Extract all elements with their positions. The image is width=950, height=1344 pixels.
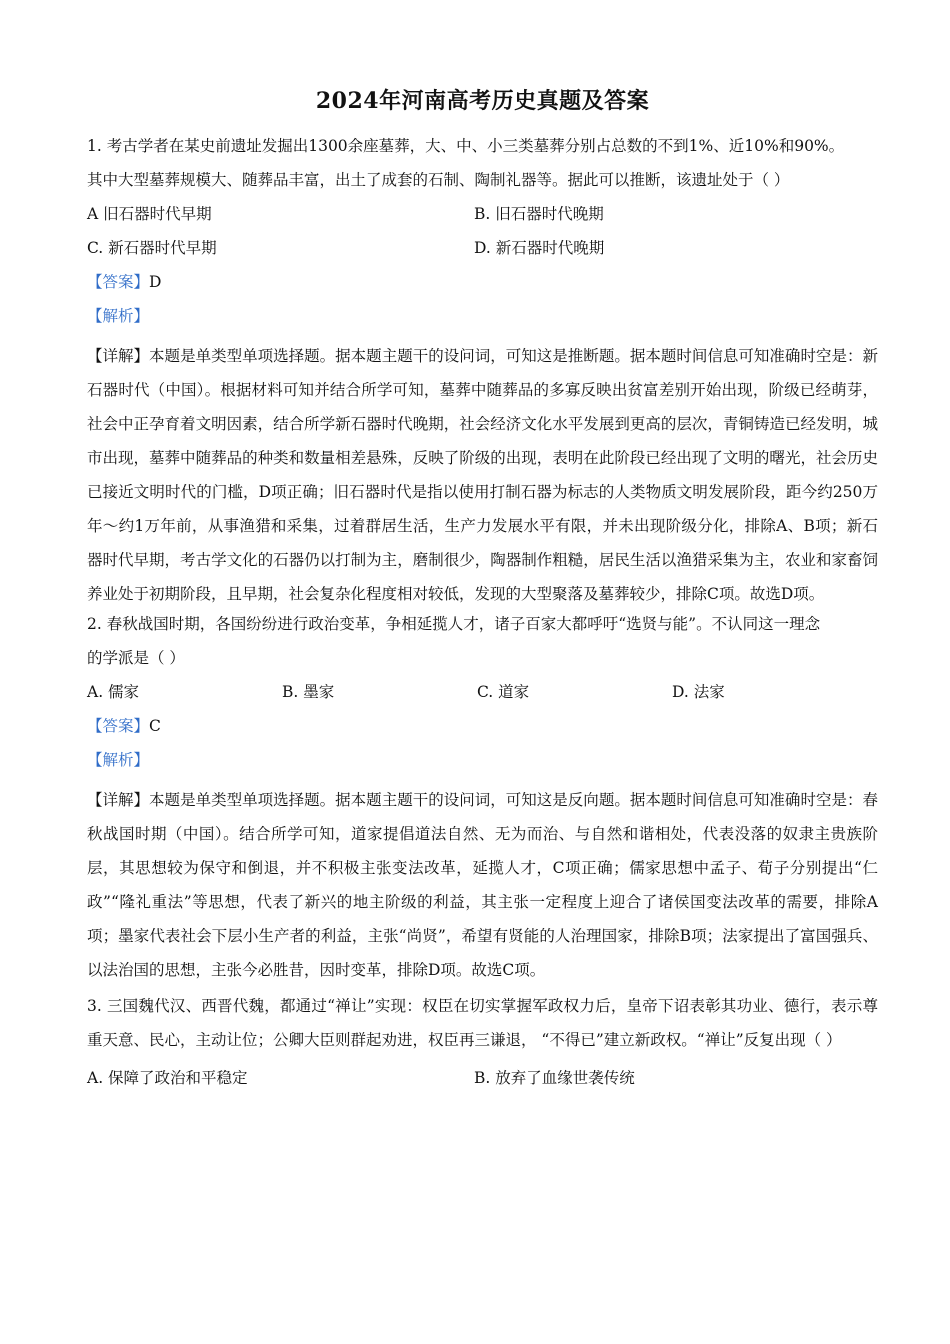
- q1-detail-text: 本题是单类型单项选择题。据本题主题干的设问词，可知这是推断题。据本题时间信息可知准确时空是：新石器时代（中国）。根据材料可知并结合所学可知，墓葬中随葬品的多寡反映出贫富差别开始出现，阶级已经萌芽，社会中正孕育着文明因素，结合所学新石器时代晚期，社会经济文化水平发展到更高的层次，青铜铸造已经发明，城市出现，墓葬中随葬品的种类和数量相差悬殊，反映了阶级的出现，表明在此阶段已经出现了文明的曙光，社会历史已接近文明时代的门槛，D项正确；旧石器时代是指以使用打制石器为标志的人类物质文明发展阶段，距今约250万年～约1万年前，从事渔猎和采集，过着群居生活，生产力发展水平有限，并未出现阶级分化，排除A、B项；新石器时代早期，考古学文化的石器仍以打制为主，磨制很少，陶器制作粗糙，居民生活以渔猎采集为主，农业和家畜饲养业处于初期阶段，且早期，社会复杂化程度相对较低，发现的大型聚落及墓葬较少，排除C项。故选D项。: [87, 347, 878, 603]
- q2-answer: [87, 715, 878, 737]
- q1-detail-tag: 【详解】: [87, 347, 150, 365]
- q2-analysis-tag: 【解析】: [87, 751, 150, 769]
- q1-option-a: A 旧石器时代早期: [87, 205, 212, 223]
- q2-option-b: B. 墨家: [282, 683, 335, 701]
- q1-answer: [87, 271, 878, 293]
- q1-detail: [87, 339, 878, 611]
- q1-option-d: D. 新石器时代晚期: [474, 239, 605, 257]
- q3-options: [87, 1067, 878, 1089]
- question-3: [87, 989, 878, 1089]
- q1-answer-tag: 【答案】: [87, 273, 150, 291]
- page-title: 2024年河南高考历史真题及答案: [315, 88, 650, 114]
- q2-stem-line-1: 2. 春秋战国时期，各国纷纷进行政治变革，争相延揽人才，诸子百家大都呼吁“选贤与能”。不认同这一理念: [87, 615, 821, 633]
- q1-stem-line-2: 其中大型墓葬规模大、随葬品丰富，出土了成套的石制、陶制礼器等。据此可以推断，该遗址处于（ ）: [87, 171, 790, 189]
- q1-answer-value: D: [149, 273, 162, 291]
- q1-analysis: [87, 305, 878, 327]
- q1-options: [87, 203, 878, 225]
- q2-detail-text: 本题是单类型单项选择题。据本题主题干的设问词，可知这是反向题。据本题时间信息可知准确时空是：春秋战国时期（中国）。结合所学可知，道家提倡道法自然、无为而治、与自然和谐相处，代表没落的奴隶主贵族阶层，其思想较为保守和倒退，并不积极主张变法改革，延揽人才，C项正确；儒家思想中孟子、荀子分别提出“仁政”“隆礼重法”等思想，代表了新兴的地主阶级的利益，其主张一定程度上迎合了诸侯国变法改革的需要，排除A项；墨家代表社会下层小生产者的利益，主张“尚贤”，希望有贤能的人治理国家，排除B项；法家提出了富国强兵、以法治国的思想，主张今必胜昔，因时变革，排除D项。故选C项。: [87, 791, 878, 979]
- q2-answer-tag: 【答案】: [87, 717, 150, 735]
- q2-option-d: D. 法家: [672, 683, 725, 701]
- q3-option-a: A. 保障了政治和平稳定: [87, 1069, 248, 1087]
- question-2: [87, 613, 878, 987]
- q1-analysis-tag: 【解析】: [87, 307, 150, 325]
- q2-answer-value: C: [149, 717, 161, 735]
- question-1: [87, 135, 878, 611]
- q2-options: [87, 681, 878, 703]
- q2-detail-tag: 【详解】: [87, 791, 150, 809]
- q1-option-b: B. 旧石器时代晚期: [474, 205, 604, 223]
- q2-option-c: C. 道家: [477, 683, 530, 701]
- q3-stem: 3. 三国魏代汉、西晋代魏，都通过“禅让”实现：权臣在切实掌握军政权力后，皇帝下诏表彰其功业、德行，表示尊重天意、民心，主动让位；公卿大臣则群起劝进，权臣再三谦退， “不得已”建立新政权。“禅让”反复出现（ ）: [87, 997, 878, 1049]
- q2-detail: [87, 783, 878, 987]
- q2-analysis: [87, 749, 878, 771]
- q2-option-a: A. 儒家: [87, 683, 140, 701]
- q1-stem-line-1: 1. 考古学者在某史前遗址发掘出1300余座墓葬，大、中、小三类墓葬分别占总数的不到1%、近10%和90%。: [87, 137, 845, 155]
- q1-options-row2: [87, 237, 878, 259]
- q1-option-c: C. 新石器时代早期: [87, 239, 217, 257]
- q2-stem-line-2: 的学派是（ ）: [87, 649, 185, 667]
- q3-option-b: B. 放弃了血缘世袭传统: [474, 1069, 635, 1087]
